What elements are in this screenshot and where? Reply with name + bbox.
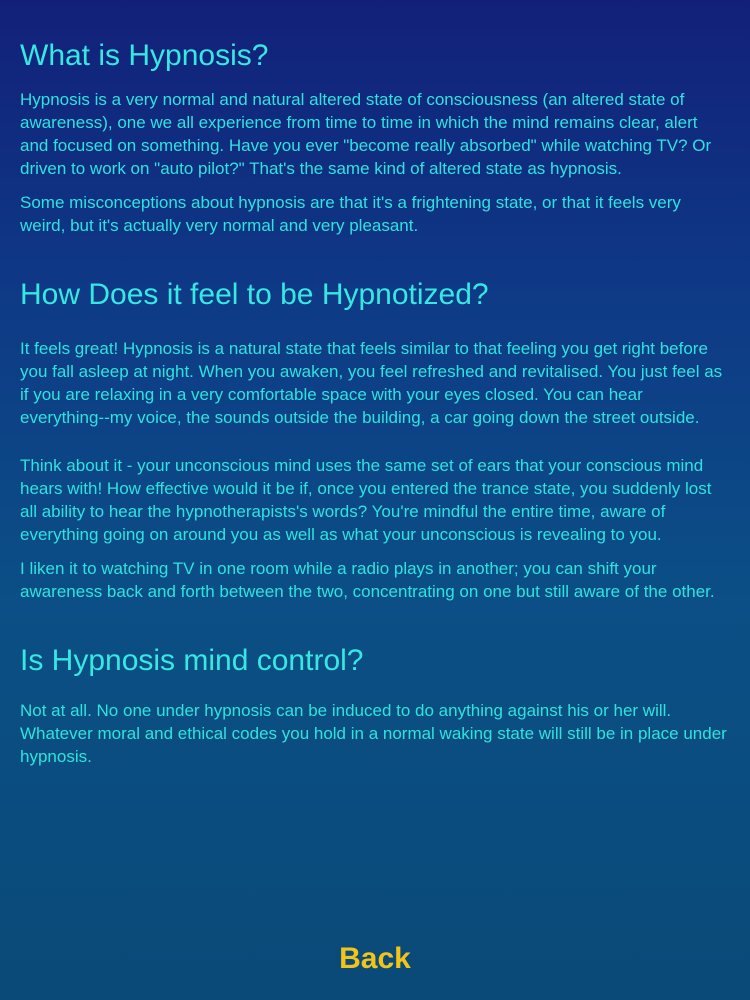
section-paragraph: It feels great! Hypnosis is a natural state that feels similar to that feeling you get right before you fall asleep at night. When you awaken, you feel refreshed and revitalised. You just feel as if you are relaxing in a very comfortable space with your eyes closed. You can hear everything--my voice, the sounds outside the building, a car going down the street outside.: [20, 339, 723, 427]
section-paragraph: Not at all. No one under hypnosis can be induced to do anything against his or her will. Whatever moral and ethical codes you hold in a normal waking state will still be in place under hypnosis.: [20, 701, 727, 766]
section-mind-control: [20, 641, 730, 768]
section-paragraph: Some misconceptions about hypnosis are that it's a frightening state, or that it feels very weird, but it's actually very normal and very pleasant.: [20, 193, 681, 235]
section-paragraph: I liken it to watching TV in one room while a radio plays in another; you can shift your awareness back and forth between the two, concentrating on one but still aware of the other.: [20, 559, 715, 601]
section-heading: Is Hypnosis mind control?: [20, 644, 364, 677]
faq-content: [20, 36, 730, 779]
section-heading: How Does it feel to be Hypnotized?: [20, 278, 489, 311]
section-paragraph: Think about it - your unconscious mind uses the same set of ears that your conscious mind hears with! How effective would it be if, once you entered the trance state, you suddenly lost all ability to hear the hypnotherapists's words? You're mindful the entire time, aware of everything going on around you as well as what your unconscious is revealing to you.: [20, 456, 712, 544]
section-what-is-hypnosis: [20, 36, 730, 237]
back-button[interactable]: Back: [339, 942, 411, 975]
section-heading: What is Hypnosis?: [20, 39, 269, 72]
section-how-does-it-feel: [20, 275, 730, 603]
section-paragraph: Hypnosis is a very normal and natural altered state of consciousness (an altered state of awareness), one we all experience from time to time in which the mind remains clear, alert and focused on something. Have you ever "become really absorbed" while watching TV? Or driven to work on "auto pilot?" That's the same kind of altered state as hypnosis.: [20, 90, 712, 178]
